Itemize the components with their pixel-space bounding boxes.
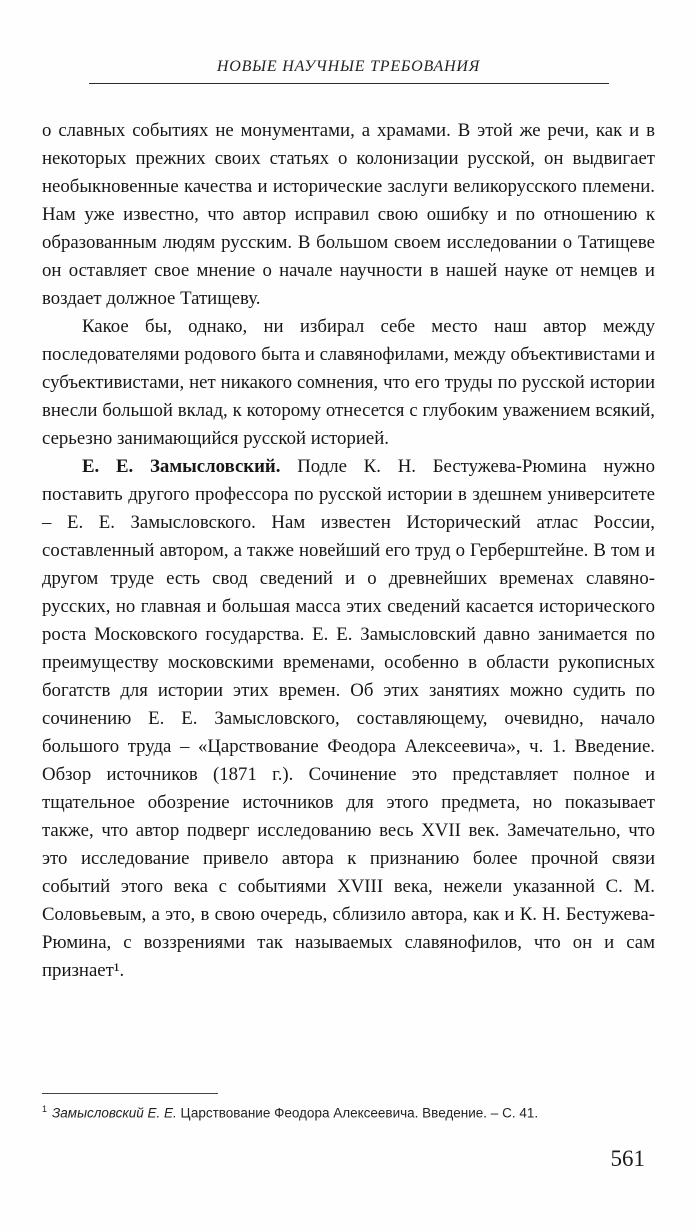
paragraph-lead-bold: Е. Е. Замысловский. [82, 456, 281, 477]
running-head: НОВЫЕ НАУЧНЫЕ ТРЕБОВАНИЯ [89, 58, 609, 84]
paragraph-continuation: о славных событиях не монументами, а храмами. В этой же речи, как и в некоторых прежних своих статьях о колонизации русской, он выдвигает необыкновенные качества и исторические заслуги великорусского племени. Нам уже известно, что автор исправил свою ошибку и по отношению к образованным людям русским. В большом своем исследовании о Татищеве он оставляет свое мнение о начале научности в нашей науке от немцев и воздает должное Татищеву. [42, 120, 655, 309]
paragraph-zamyslovsky [42, 453, 655, 985]
page-body [42, 117, 655, 985]
paragraph-body-text: Подле К. Н. Бестужева-Рюмина нужно поставить другого профессора по русской истории в здешнем университете – Е. Е. Замысловского. Нам известен Исторический атлас России, составленный автором, а также новейший его труд о Герберштейне. В том и другом труде есть свод сведений и о древнейших временах славяно-русских, но главная и большая масса этих сведений касается исторического роста Московского государства. Е. Е. Замысловский давно занимается по преимуществу московскими временами, особенно в области рукописных богатств для истории этих времен. Об этих занятиях можно судить по сочинению Е. Е. Замысловского, составляющему, очевидно, начало большого труда – «Царствование Феодора Алексеевича», ч. 1. Введение. Обзор источников (1871 г.). Сочинение это представляет полное и тщательное обозрение источников для этого предмета, но показывает также, что автор подверг исследованию весь XVII век. Замечательно, что это исследование привело автора к признанию более прочной связи событий этого века с событиями XVIII века, нежели указанной С. М. Соловьевым, а это, в свою очередь, сблизило автора, как и К. Н. Бестужева-Рюмина, с воззрениями так называемых славянофилов, что он и сам признает¹. [42, 456, 655, 981]
footnote-separator [42, 1093, 218, 1094]
footnote-author: Замысловский Е. Е. [52, 1105, 177, 1121]
page-number: 561 [610, 1146, 645, 1171]
footnote [42, 1100, 655, 1123]
footnote-text: Царствование Феодора Алексеевича. Введение. – С. 41. [176, 1105, 539, 1121]
paragraph-second: Какое бы, однако, ни избирал себе место наш автор между последователями родового быта и славянофилами, между объективистами и субъективистами, нет никакого сомнения, что его труды по русской истории внесли большой вклад, к которому отнесется с глубоким уважением всякий, серьезно занимающийся русской историей. [42, 316, 655, 449]
footnote-marker: 1 [42, 1104, 48, 1114]
footnote-area [42, 1093, 655, 1123]
